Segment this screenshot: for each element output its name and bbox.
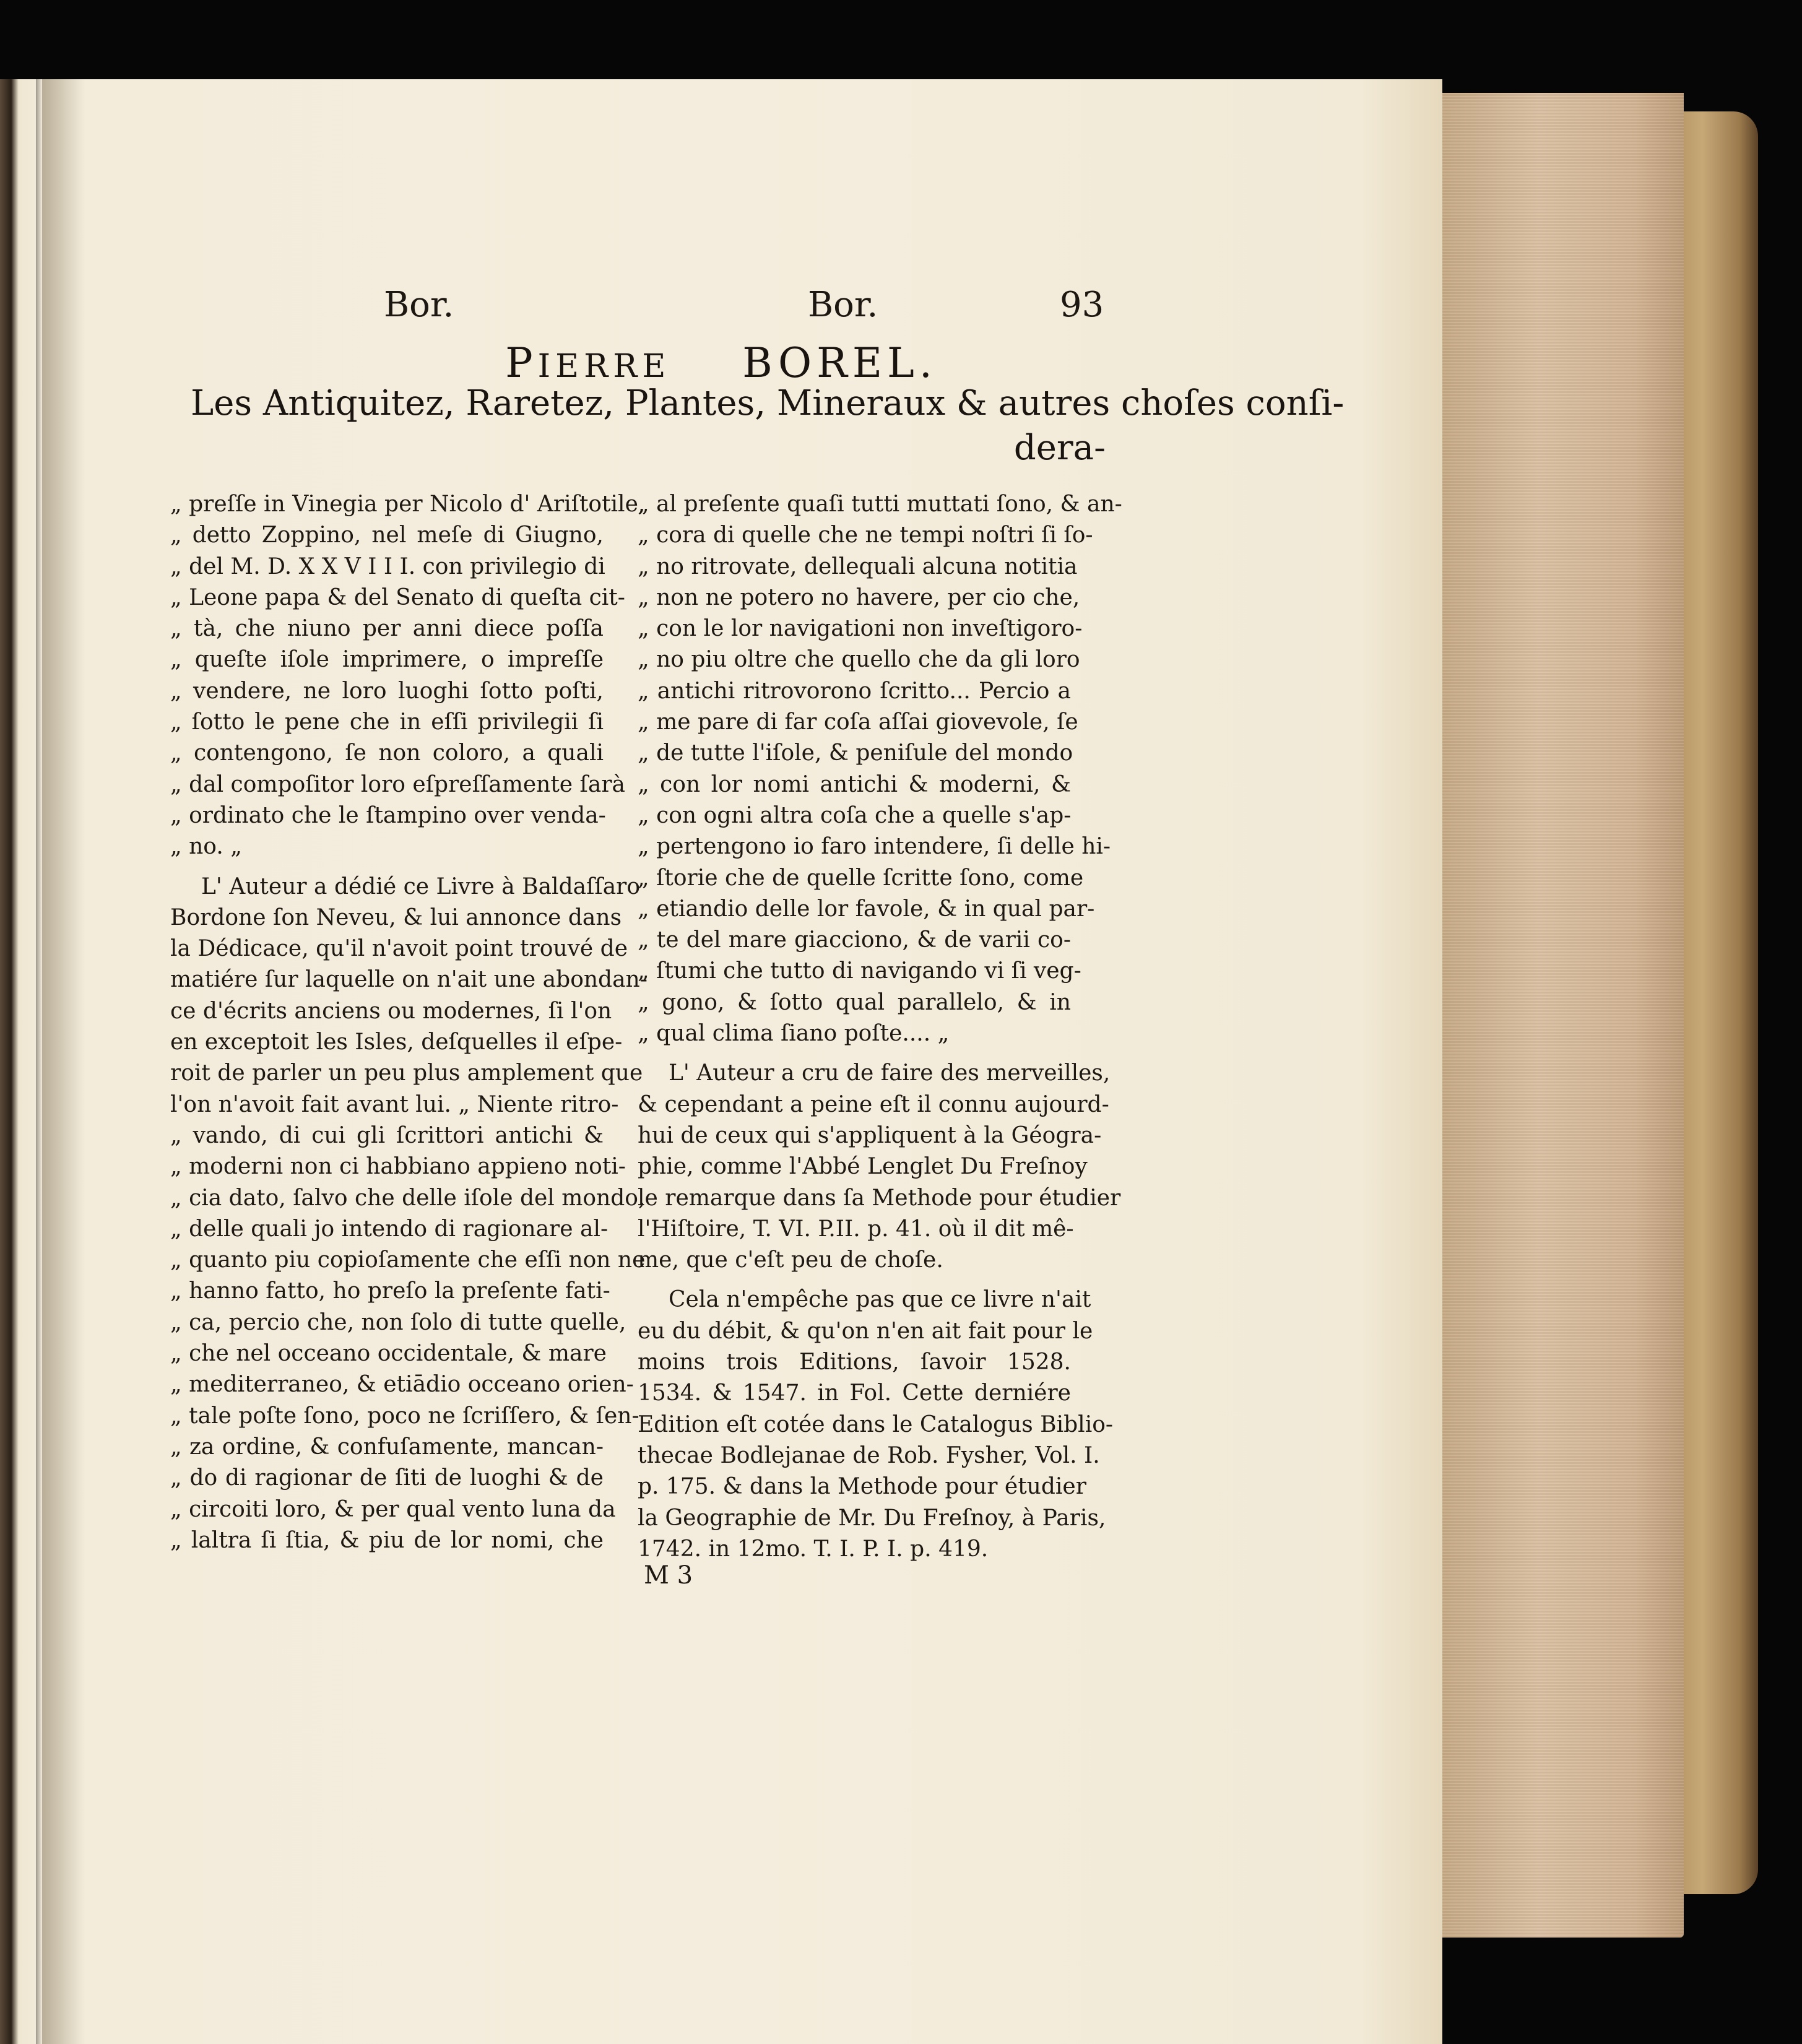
text-line: „ che nel occeano occidentale, & mare (170, 1341, 607, 1367)
text-line: en exceptoit les Isles, deſquelles il eſpe- (170, 1029, 623, 1055)
text-line: „ za ordine, & confuſamente, mancan- (170, 1434, 604, 1460)
text-line: roit de parler un peu plus amplement que (170, 1060, 643, 1086)
text-line: „ detto Zoppino, nel meſe di Giugno, (170, 522, 604, 548)
text-line: & cependant a peine eſt il connu aujourd- (638, 1091, 1109, 1117)
text-line: „ tale poſte ſono, poco ne ſcriſſero, & ſen- (170, 1403, 639, 1429)
text-line: le remarque dans ſa Methode pour étudier (638, 1185, 1121, 1211)
text-line: „ queſte iſole imprimere, o impreſſe (170, 647, 604, 673)
text-line: „ gono, & ſotto qual parallelo, & in (638, 989, 1071, 1015)
text-line: L' Auteur a dédié ce Livre à Baldaſſaro (201, 873, 641, 899)
text-line: „ cora di quelle che ne tempi noſtri ſi ſo- (638, 522, 1093, 548)
text-line: „ de tutte l'iſole, & peniſule del mondo (638, 740, 1073, 766)
text-line: „ moderni non ci habbiano appieno noti- (170, 1154, 626, 1180)
text-line: „ al preſente quaſi tutti muttati ſono, & an- (638, 492, 1122, 517)
text-line: „ con le lor navigationi non inveſtigoro- (638, 616, 1083, 642)
text-line: „ te del mare giacciono, & de varii co- (638, 927, 1071, 953)
headline-initial: P (505, 339, 538, 387)
headline-last-name: BOREL. (742, 339, 937, 387)
text-line: la Geographie de Mr. Du Freſnoy, à Paris, (638, 1505, 1106, 1531)
page-number: 93 (1060, 285, 1104, 325)
text-line: Cela n'empêche pas que ce livre n'ait (669, 1287, 1091, 1313)
text-line: 1742. in 12mo. T. I. P. I. p. 419. (638, 1536, 989, 1562)
text-line: „ pertengono io faro intendere, ſi delle hi- (638, 834, 1111, 860)
text-line: p. 175. & dans la Methode pour étudier (638, 1474, 1086, 1500)
text-line: eu du débit, & qu'on n'en ait fait pour le (638, 1318, 1093, 1344)
text-line: „ cia dato, ſalvo che delle iſole del mondo, (170, 1185, 646, 1211)
text-line: l'Hiſtoire, T. VI. P.II. p. 41. où il dit mê- (638, 1216, 1074, 1242)
text-line: „ del M. D. X X V I I I. con privilegio di (170, 553, 605, 579)
text-line: „ ordinato che le ſtampino over venda- (170, 802, 606, 828)
text-line: la Dédicace, qu'il n'avoit point trouvé de (170, 936, 628, 962)
text-line: „ vendere, ne loro luoghi ſotto poſti, (170, 678, 604, 704)
text-line: „ vando, di cui gli ſcrittori antichi & (170, 1122, 604, 1148)
text-line: „ no piu oltre che quello che da gli loro (638, 647, 1080, 673)
text-line: Bordone ſon Neveu, & lui annonce dans (170, 904, 622, 930)
left-column (170, 489, 648, 1556)
text-line: „ no. „ (170, 834, 242, 860)
text-line: „ contengono, ſe non coloro, a quali (170, 740, 604, 766)
page-block-edges (1442, 93, 1684, 1938)
text-line: „ dal compoſitor loro eſpreſſamente ſarà (170, 771, 625, 797)
text-line: l'on n'avoit fait avant lui. „ Niente ritro- (170, 1091, 619, 1117)
text-line: „ tà, che niuno per anni diece poſſa (170, 616, 604, 642)
running-head-center: Bor. (808, 285, 878, 325)
text-line: „ non ne potero no havere, per cio che, (638, 584, 1080, 610)
text-line: „ no ritrovate, dellequali alcuna notitia (638, 553, 1078, 579)
text-line: Edition eſt cotée dans le Catalogus Biblio- (638, 1411, 1114, 1437)
text-line: me, que c'eſt peu de choſe. (638, 1247, 943, 1273)
text-line: „ quanto piu copioſamente che eſſi non ne (170, 1247, 646, 1273)
text-line: „ mediterraneo, & etiādio occeano orien- (170, 1372, 634, 1398)
text-line: „ circoiti loro, & per qual vento luna da (170, 1496, 616, 1522)
text-line: „ ca, percio che, non ſolo di tutte quelle, (170, 1309, 626, 1335)
text-line: hui de ceux qui s'appliquent à la Géogra- (638, 1122, 1102, 1148)
text-line: „ do di ragionar de ſiti de luoghi & de (170, 1465, 604, 1491)
text-line: „ hanno fatto, ho preſo la preſente fati- (170, 1278, 610, 1304)
book-title-line-2: dera- (1013, 428, 1106, 468)
book-title-line-1: Les Antiquitez, Raretez, Plantes, Mineraux & autres choſes conſi- (191, 383, 1345, 423)
text-line: thecae Bodlejanae de Rob. Fysher, Vol. I. (638, 1442, 1100, 1468)
text-line: L' Auteur a cru de faire des merveilles, (669, 1060, 1111, 1086)
text-line: „ Leone papa & del Senato di queſta cit- (170, 584, 625, 610)
text-line: „ etiandio delle lor favole, & in qual par- (638, 896, 1095, 922)
entry-headline (0, 339, 1442, 387)
text-line: „ antichi ritrovorono ſcritto... Percio a (638, 678, 1071, 704)
text-line: „ con lor nomi antichi & moderni, & (638, 771, 1071, 797)
text-line: „ delle quali jo intendo di ragionare al- (170, 1216, 609, 1242)
text-line: matiére ſur laquelle on n'ait une abondan- (170, 967, 648, 993)
text-line: „ ſtorie che de quelle ſcritte ſono, come (638, 865, 1084, 891)
text-line: ce d'écrits anciens ou modernes, ſi l'on (170, 998, 612, 1024)
text-line: moins trois Editions, ſavoir 1528. (638, 1349, 1071, 1375)
text-line: „ preſſe in Vinegia per Nicolo d' Ariſtotile, (170, 492, 646, 517)
text-line: phie, comme l'Abbé Lenglet Du Freſnoy (638, 1154, 1088, 1180)
text-line: „ ſotto le pene che in eſſi privilegii ſi (170, 709, 604, 735)
signature-mark: M 3 (644, 1561, 693, 1590)
text-line: „ con ogni altra coſa che a quelle s'ap- (638, 802, 1072, 828)
text-line: „ laltra ſi ſtia, & piu de lor nomi, che (170, 1527, 604, 1553)
text-line: „ me pare di far coſa aſſai giovevole, ſe (638, 709, 1078, 735)
right-column (638, 489, 1122, 1565)
running-head-left: Bor. (384, 285, 454, 325)
headline-first-name: IERRE (537, 348, 671, 385)
text-line: „ ſtumi che tutto di navigando vi ſi veg- (638, 958, 1081, 984)
text-line: 1534. & 1547. in Fol. Cette derniére (638, 1380, 1071, 1406)
text-line: „ qual clima ſiano poſte.... „ (638, 1021, 950, 1047)
